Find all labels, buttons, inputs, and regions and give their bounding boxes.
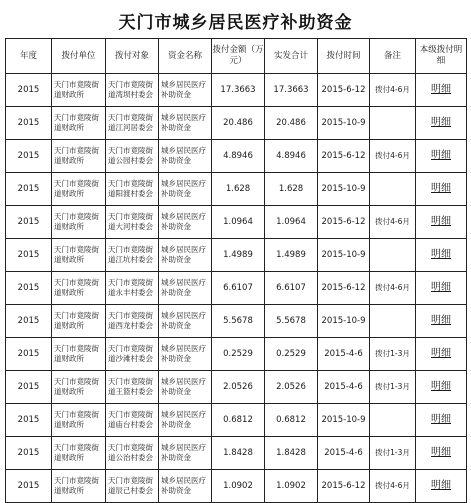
detail-link[interactable]: 明细 [431, 150, 451, 161]
cell-unit: 天门市竟陵街道财政所 [52, 272, 106, 305]
cell-total: 6.6107 [265, 272, 318, 305]
cell-unit: 天门市竟陵街道财政所 [52, 371, 106, 404]
cell-note [370, 404, 416, 437]
cell-total: 0.2529 [265, 338, 318, 371]
cell-unit: 天门市竟陵街道财政所 [52, 305, 106, 338]
fund-table [5, 38, 467, 503]
cell-amount: 5.5678 [212, 305, 265, 338]
cell-detail [416, 338, 467, 371]
table-row [6, 338, 467, 371]
cell-amount: 1.0964 [212, 206, 265, 239]
cell-detail [416, 206, 467, 239]
cell-fund: 城乡居民医疗补助资金 [159, 272, 212, 305]
cell-year: 2015 [6, 338, 52, 371]
cell-target: 天门市竟陵街道西龙村委会 [106, 305, 159, 338]
cell-fund: 城乡居民医疗补助资金 [159, 437, 212, 470]
cell-detail [416, 272, 467, 305]
cell-note: 拨付1-3月 [370, 371, 416, 404]
cell-note: 拨付1-3月 [370, 338, 416, 371]
cell-total: 1.4989 [265, 239, 318, 272]
cell-fund: 城乡居民医疗补助资金 [159, 470, 212, 503]
detail-link[interactable]: 明细 [431, 117, 451, 128]
header-target: 拨付对象 [106, 39, 159, 74]
cell-amount: 1.0902 [212, 470, 265, 503]
cell-fund: 城乡居民医疗补助资金 [159, 305, 212, 338]
cell-fund: 城乡居民医疗补助资金 [159, 404, 212, 437]
header-fund: 资金名称 [159, 39, 212, 74]
cell-date: 2015-10-9 [318, 173, 370, 206]
cell-note: 拨付4-6月 [370, 470, 416, 503]
cell-note: 拨付4-6月 [370, 206, 416, 239]
table-row [6, 371, 467, 404]
cell-detail [416, 74, 467, 107]
cell-year: 2015 [6, 404, 52, 437]
cell-date: 2015-6-12 [318, 140, 370, 173]
cell-year: 2015 [6, 470, 52, 503]
table-row [6, 173, 467, 206]
cell-detail [416, 470, 467, 503]
cell-target: 天门市竟陵街道公治村委会 [106, 437, 159, 470]
cell-date: 2015-10-9 [318, 239, 370, 272]
cell-unit: 天门市竟陵街道财政所 [52, 338, 106, 371]
cell-detail [416, 173, 467, 206]
cell-target: 天门市竟陵街道阳渡村委会 [106, 173, 159, 206]
cell-target: 天门市竟陵街道王篮村委会 [106, 371, 159, 404]
cell-detail [416, 140, 467, 173]
cell-total: 5.5678 [265, 305, 318, 338]
detail-link[interactable]: 明细 [431, 447, 451, 458]
cell-total: 0.6812 [265, 404, 318, 437]
cell-date: 2015-4-6 [318, 371, 370, 404]
cell-total: 1.0964 [265, 206, 318, 239]
cell-amount: 2.0526 [212, 371, 265, 404]
header-date: 拨付时间 [318, 39, 370, 74]
detail-link[interactable]: 明细 [431, 84, 451, 95]
detail-link[interactable]: 明细 [431, 381, 451, 392]
cell-note: 拨付4-6月 [370, 140, 416, 173]
page-title: 天门市城乡居民医疗补助资金 [118, 13, 353, 33]
cell-fund: 城乡居民医疗补助资金 [159, 140, 212, 173]
cell-year: 2015 [6, 272, 52, 305]
cell-unit: 天门市竟陵街道财政所 [52, 173, 106, 206]
cell-amount: 17.3663 [212, 74, 265, 107]
cell-fund: 城乡居民医疗补助资金 [159, 173, 212, 206]
cell-total: 20.486 [265, 107, 318, 140]
cell-note: 拨付4-6月 [370, 272, 416, 305]
cell-total: 17.3663 [265, 74, 318, 107]
table-row [6, 437, 467, 470]
cell-note [370, 239, 416, 272]
cell-amount: 1.628 [212, 173, 265, 206]
table-row [6, 140, 467, 173]
cell-target: 天门市竟陵街道江坑村委会 [106, 239, 159, 272]
cell-fund: 城乡居民医疗补助资金 [159, 74, 212, 107]
detail-link[interactable]: 明细 [431, 480, 451, 491]
header-total: 实发合计 [265, 39, 318, 74]
cell-note [370, 173, 416, 206]
cell-detail [416, 371, 467, 404]
cell-detail [416, 239, 467, 272]
cell-date: 2015-4-6 [318, 437, 370, 470]
cell-unit: 天门市竟陵街道财政所 [52, 404, 106, 437]
cell-target: 天门市竟陵街道庙台村委会 [106, 404, 159, 437]
cell-year: 2015 [6, 173, 52, 206]
cell-date: 2015-4-6 [318, 338, 370, 371]
cell-target: 天门市竟陵街道辰己村委会 [106, 470, 159, 503]
table-row [6, 404, 467, 437]
cell-date: 2015-10-9 [318, 404, 370, 437]
cell-unit: 天门市竟陵街道财政所 [52, 206, 106, 239]
detail-link[interactable]: 明细 [431, 216, 451, 227]
cell-amount: 20.486 [212, 107, 265, 140]
cell-date: 2015-6-12 [318, 74, 370, 107]
cell-amount: 0.6812 [212, 404, 265, 437]
cell-year: 2015 [6, 239, 52, 272]
header-year: 年度 [6, 39, 52, 74]
header-note: 备注 [370, 39, 416, 74]
cell-date: 2015-6-12 [318, 470, 370, 503]
cell-unit: 天门市竟陵街道财政所 [52, 437, 106, 470]
cell-target: 天门市竟陵街道湾坝村委会 [106, 74, 159, 107]
cell-note [370, 107, 416, 140]
cell-target: 天门市竟陵街道公园村委会 [106, 140, 159, 173]
table-row [6, 470, 467, 503]
detail-link[interactable]: 明细 [431, 414, 451, 425]
table-row [6, 272, 467, 305]
detail-link[interactable]: 明细 [431, 348, 451, 359]
cell-year: 2015 [6, 371, 52, 404]
header-amount: 拨付金额（万元） [212, 39, 265, 74]
cell-year: 2015 [6, 140, 52, 173]
cell-amount: 1.8428 [212, 437, 265, 470]
header-detail: 本级拨付明细 [416, 39, 467, 74]
cell-amount: 1.4989 [212, 239, 265, 272]
cell-date: 2015-10-9 [318, 305, 370, 338]
cell-detail [416, 107, 467, 140]
cell-fund: 城乡居民医疗补助资金 [159, 338, 212, 371]
cell-target: 天门市竟陵街道江河居委会 [106, 107, 159, 140]
cell-total: 1.0902 [265, 470, 318, 503]
cell-target: 天门市竟陵街道永丰村委会 [106, 272, 159, 305]
detail-link[interactable]: 明细 [431, 183, 451, 194]
cell-unit: 天门市竟陵街道财政所 [52, 107, 106, 140]
cell-detail [416, 404, 467, 437]
cell-unit: 天门市竟陵街道财政所 [52, 239, 106, 272]
detail-link[interactable]: 明细 [431, 249, 451, 260]
table-row [6, 305, 467, 338]
cell-year: 2015 [6, 305, 52, 338]
cell-amount: 0.2529 [212, 338, 265, 371]
cell-fund: 城乡居民医疗补助资金 [159, 239, 212, 272]
cell-year: 2015 [6, 107, 52, 140]
cell-fund: 城乡居民医疗补助资金 [159, 206, 212, 239]
cell-unit: 天门市竟陵街道财政所 [52, 140, 106, 173]
cell-year: 2015 [6, 206, 52, 239]
cell-year: 2015 [6, 74, 52, 107]
cell-fund: 城乡居民医疗补助资金 [159, 107, 212, 140]
cell-detail [416, 437, 467, 470]
table-row [6, 239, 467, 272]
table-row [6, 107, 467, 140]
cell-fund: 城乡居民医疗补助资金 [159, 371, 212, 404]
cell-total: 4.8946 [265, 140, 318, 173]
cell-detail [416, 305, 467, 338]
cell-total: 1.8428 [265, 437, 318, 470]
cell-unit: 天门市竟陵街道财政所 [52, 470, 106, 503]
cell-date: 2015-10-9 [318, 107, 370, 140]
header-unit: 拨付单位 [52, 39, 106, 74]
cell-amount: 6.6107 [212, 272, 265, 305]
cell-target: 天门市竟陵街道沙滩村委会 [106, 338, 159, 371]
table-row [6, 74, 467, 107]
cell-unit: 天门市竟陵街道财政所 [52, 74, 106, 107]
cell-target: 天门市竟陵街道大河村委会 [106, 206, 159, 239]
detail-link[interactable]: 明细 [431, 282, 451, 293]
cell-year: 2015 [6, 437, 52, 470]
cell-note: 拨付4-6月 [370, 74, 416, 107]
cell-date: 2015-6-12 [318, 206, 370, 239]
detail-link[interactable]: 明细 [431, 315, 451, 326]
cell-amount: 4.8946 [212, 140, 265, 173]
cell-total: 2.0526 [265, 371, 318, 404]
cell-date: 2015-6-12 [318, 272, 370, 305]
cell-note [370, 305, 416, 338]
header-row [6, 39, 467, 74]
cell-total: 1.628 [265, 173, 318, 206]
table-row [6, 206, 467, 239]
cell-note: 拨付1-3月 [370, 437, 416, 470]
table-body [6, 74, 467, 503]
